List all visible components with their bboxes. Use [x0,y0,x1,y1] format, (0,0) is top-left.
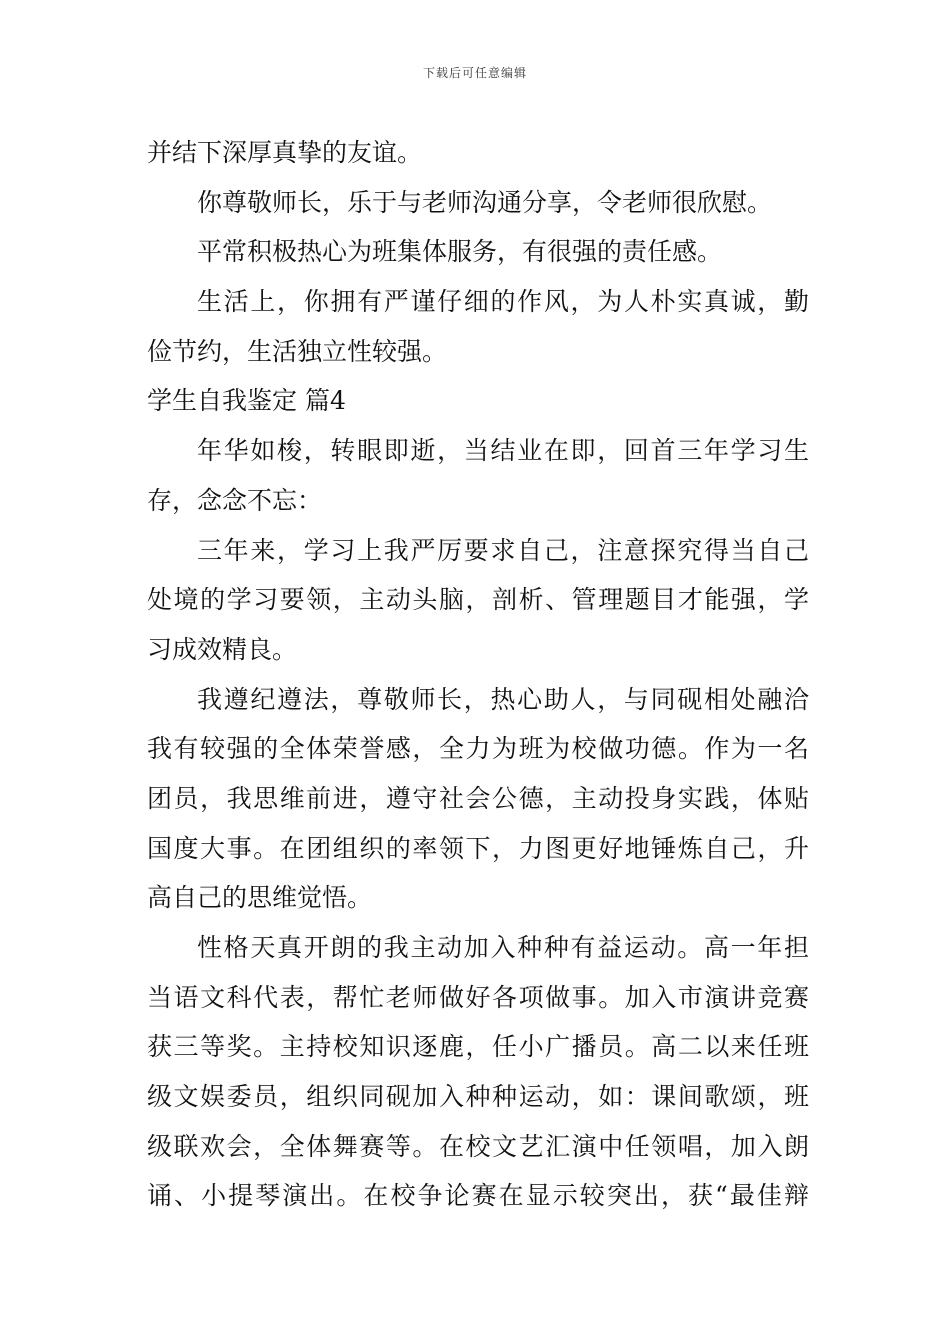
section-heading: 学生自我鉴定 篇4 [147,386,346,416]
text-line: 存，念念不忘： [147,485,323,515]
text-line: 高自己的思维觉悟。 [147,883,373,913]
document-body [147,128,809,1221]
text-line: 你尊敬师长，乐于与老师沟通分享，令老师很欣慰。 [197,187,773,217]
text-line: 级联欢会，全体舞赛等。在校文艺汇演中任领唱，加入朗 [147,1131,809,1161]
text-line: 团员，我思维前进，遵守社会公德，主动投身实践，体贴 [147,783,809,813]
text-line: 级文娱委员，组织同砚加入种种运动，如：课间歌颂，班 [147,1082,809,1112]
text-line: 并结下深厚真挚的友谊。 [147,138,423,167]
text-line: 处境的学习要领，主动头脑，剖析、管理题目才能强，学 [147,585,809,615]
text-line: 性格天真开朗的我主动加入种种有益运动。高一年担 [197,933,809,962]
text-line: 获三等奖。主持校知识逐鹿，任小广播员。高二以来任班 [147,1032,809,1062]
text-line: 年华如梭，转眼即逝，当结业在即，回首三年学习生 [197,436,809,466]
text-line: 俭节约，生活独立性较强。 [147,336,448,366]
text-line: 当语文科代表，帮忙老师做好各项做事。加入市演讲竞赛 [147,982,809,1012]
text-line: 三年来，学习上我严厉要求自己，注意探究得当自己 [197,535,809,565]
text-line: 诵、小提琴演出。在校争论赛在显示较突出，获“最佳辩 [147,1181,809,1211]
text-line: 我遵纪遵法，尊敬师长，热心助人，与同砚相处融洽 [197,684,809,714]
page-header: 下载后可任意编辑 [422,66,527,80]
text-line: 习成效精良。 [147,634,298,664]
text-line: 平常积极热心为班集体服务，有很强的责任感。 [197,237,723,267]
text-line: 我有较强的全体荣誉感，全力为班为校做功德。作为一名 [147,734,809,764]
text-line: 生活上，你拥有严谨仔细的作风，为人朴实真诚，勤 [197,287,809,317]
text-line: 国度大事。在团组织的率领下，力图更好地锤炼自己，升 [147,833,809,863]
